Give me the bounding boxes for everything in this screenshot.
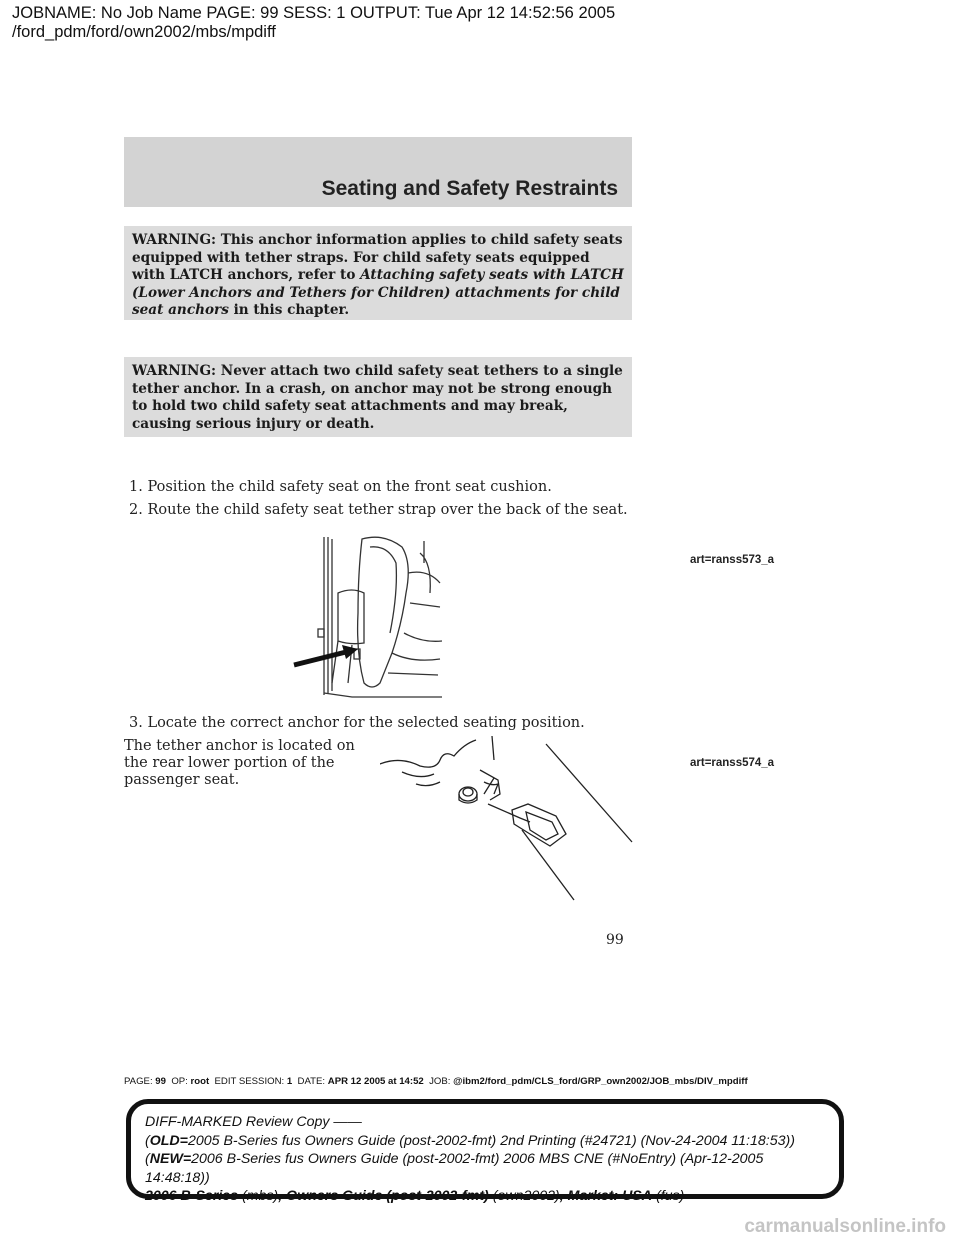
diff-review-box (126, 1099, 844, 1204)
anchor-location-text: The tether anchor is located on the rear lower portion of the passenger seat. (124, 738, 355, 788)
job-header-line2: /ford_pdm/ford/own2002/mbs/mpdiff (12, 23, 276, 41)
warning1-tail: in this chapter. (228, 302, 350, 318)
step-2: 2. Route the child safety seat tether strap over the back of the seat. (129, 502, 628, 518)
diff-market-code: (fus) (652, 1188, 685, 1204)
diff-separator-1: , (278, 1188, 287, 1204)
page-number: 99 (606, 932, 624, 948)
art-label-ranss573: art=ranss573_a (690, 554, 775, 566)
section-title: Seating and Safety Restraints (321, 177, 618, 200)
diff-separator-2: , Market: (559, 1188, 623, 1204)
diff-old-line (145, 1132, 825, 1151)
diff-title: DIFF-MARKED Review Copy —— (145, 1114, 362, 1130)
diff-guide: Owners Guide (post-2002-fmt) (286, 1188, 489, 1204)
diff-new-line (145, 1150, 825, 1187)
footer-op-value: root (190, 1076, 210, 1087)
job-header-line1: JOBNAME: No Job Name PAGE: 99 SESS: 1 OUTPUT: Tue Apr 12 14:52:56 2005 (12, 4, 616, 22)
diff-new-paren: ( (145, 1151, 150, 1167)
diff-new-label: NEW= (149, 1151, 192, 1167)
warning-box-tether-info (124, 226, 632, 320)
diff-market: USA (622, 1188, 653, 1204)
diff-product-line (145, 1187, 825, 1206)
footer-session-value: 1 (286, 1076, 293, 1087)
diff-new-value: 2006 B-Series fus Owners Guide (post-2002-fmt) 2006 MBS CNE (#NoEntry) (Apr-12-2005 14:48:18)) (145, 1151, 764, 1186)
warning2-text: WARNING: Never attach two child safety seat tethers to a single tether anchor. In a crash, on anchor may not be strong enough to hold two child safety seat attachments and may break, causing serious injury or death. (132, 363, 623, 432)
footer-session-label: EDIT SESSION: (214, 1076, 285, 1087)
diff-model-code: (mbs) (238, 1188, 279, 1204)
step-3: 3. Locate the correct anchor for the selected seating position. (129, 715, 585, 731)
seat-tether-illustration (292, 533, 442, 699)
tether-anchor-illustration (380, 734, 635, 902)
diff-old-paren: ( (145, 1132, 150, 1149)
warning-box-two-tethers (124, 357, 632, 437)
diff-old-value: 2005 B-Series fus Owners Guide (post-2002-fmt) 2nd Printing (#24721) (Nov-24-2004 11:18:53)) (187, 1132, 795, 1149)
section-header (124, 137, 632, 207)
footer-job-label: JOB: (429, 1076, 451, 1087)
warning1-lead: WARNING: This anchor information applies to child safety seats equipped with tether straps. For child safety seats equipped with LATCH anchors, refer to (132, 232, 623, 283)
art-label-ranss574: art=ranss574_a (690, 757, 775, 769)
step-1: 1. Position the child safety seat on the front seat cushion. (129, 479, 552, 495)
footer-date-label: DATE: (297, 1076, 326, 1087)
footer-date-value: APR 12 2005 at 14:52 (327, 1076, 424, 1087)
warning1-reference: Attaching safety seats with LATCH (Lower Anchors and Tethers for Children) attachments for child seat anchors (132, 267, 624, 318)
footer-job-value: @ibm2/ford_pdm/CLS_ford/GRP_own2002/JOB_mbs/DIV_mpdiff (453, 1076, 748, 1087)
site-watermark: carmanualsonline.info (744, 1216, 946, 1237)
footer-page-label: PAGE: (124, 1076, 153, 1087)
diff-old-label: OLD= (149, 1132, 188, 1149)
job-header (12, 4, 615, 42)
diff-guide-code: (own2002) (488, 1188, 560, 1204)
footer-page-value: 99 (155, 1076, 166, 1087)
footer-metadata (124, 1076, 748, 1087)
footer-op-label: OP: (171, 1076, 188, 1087)
diff-model: 2006 B-Series (145, 1188, 239, 1204)
